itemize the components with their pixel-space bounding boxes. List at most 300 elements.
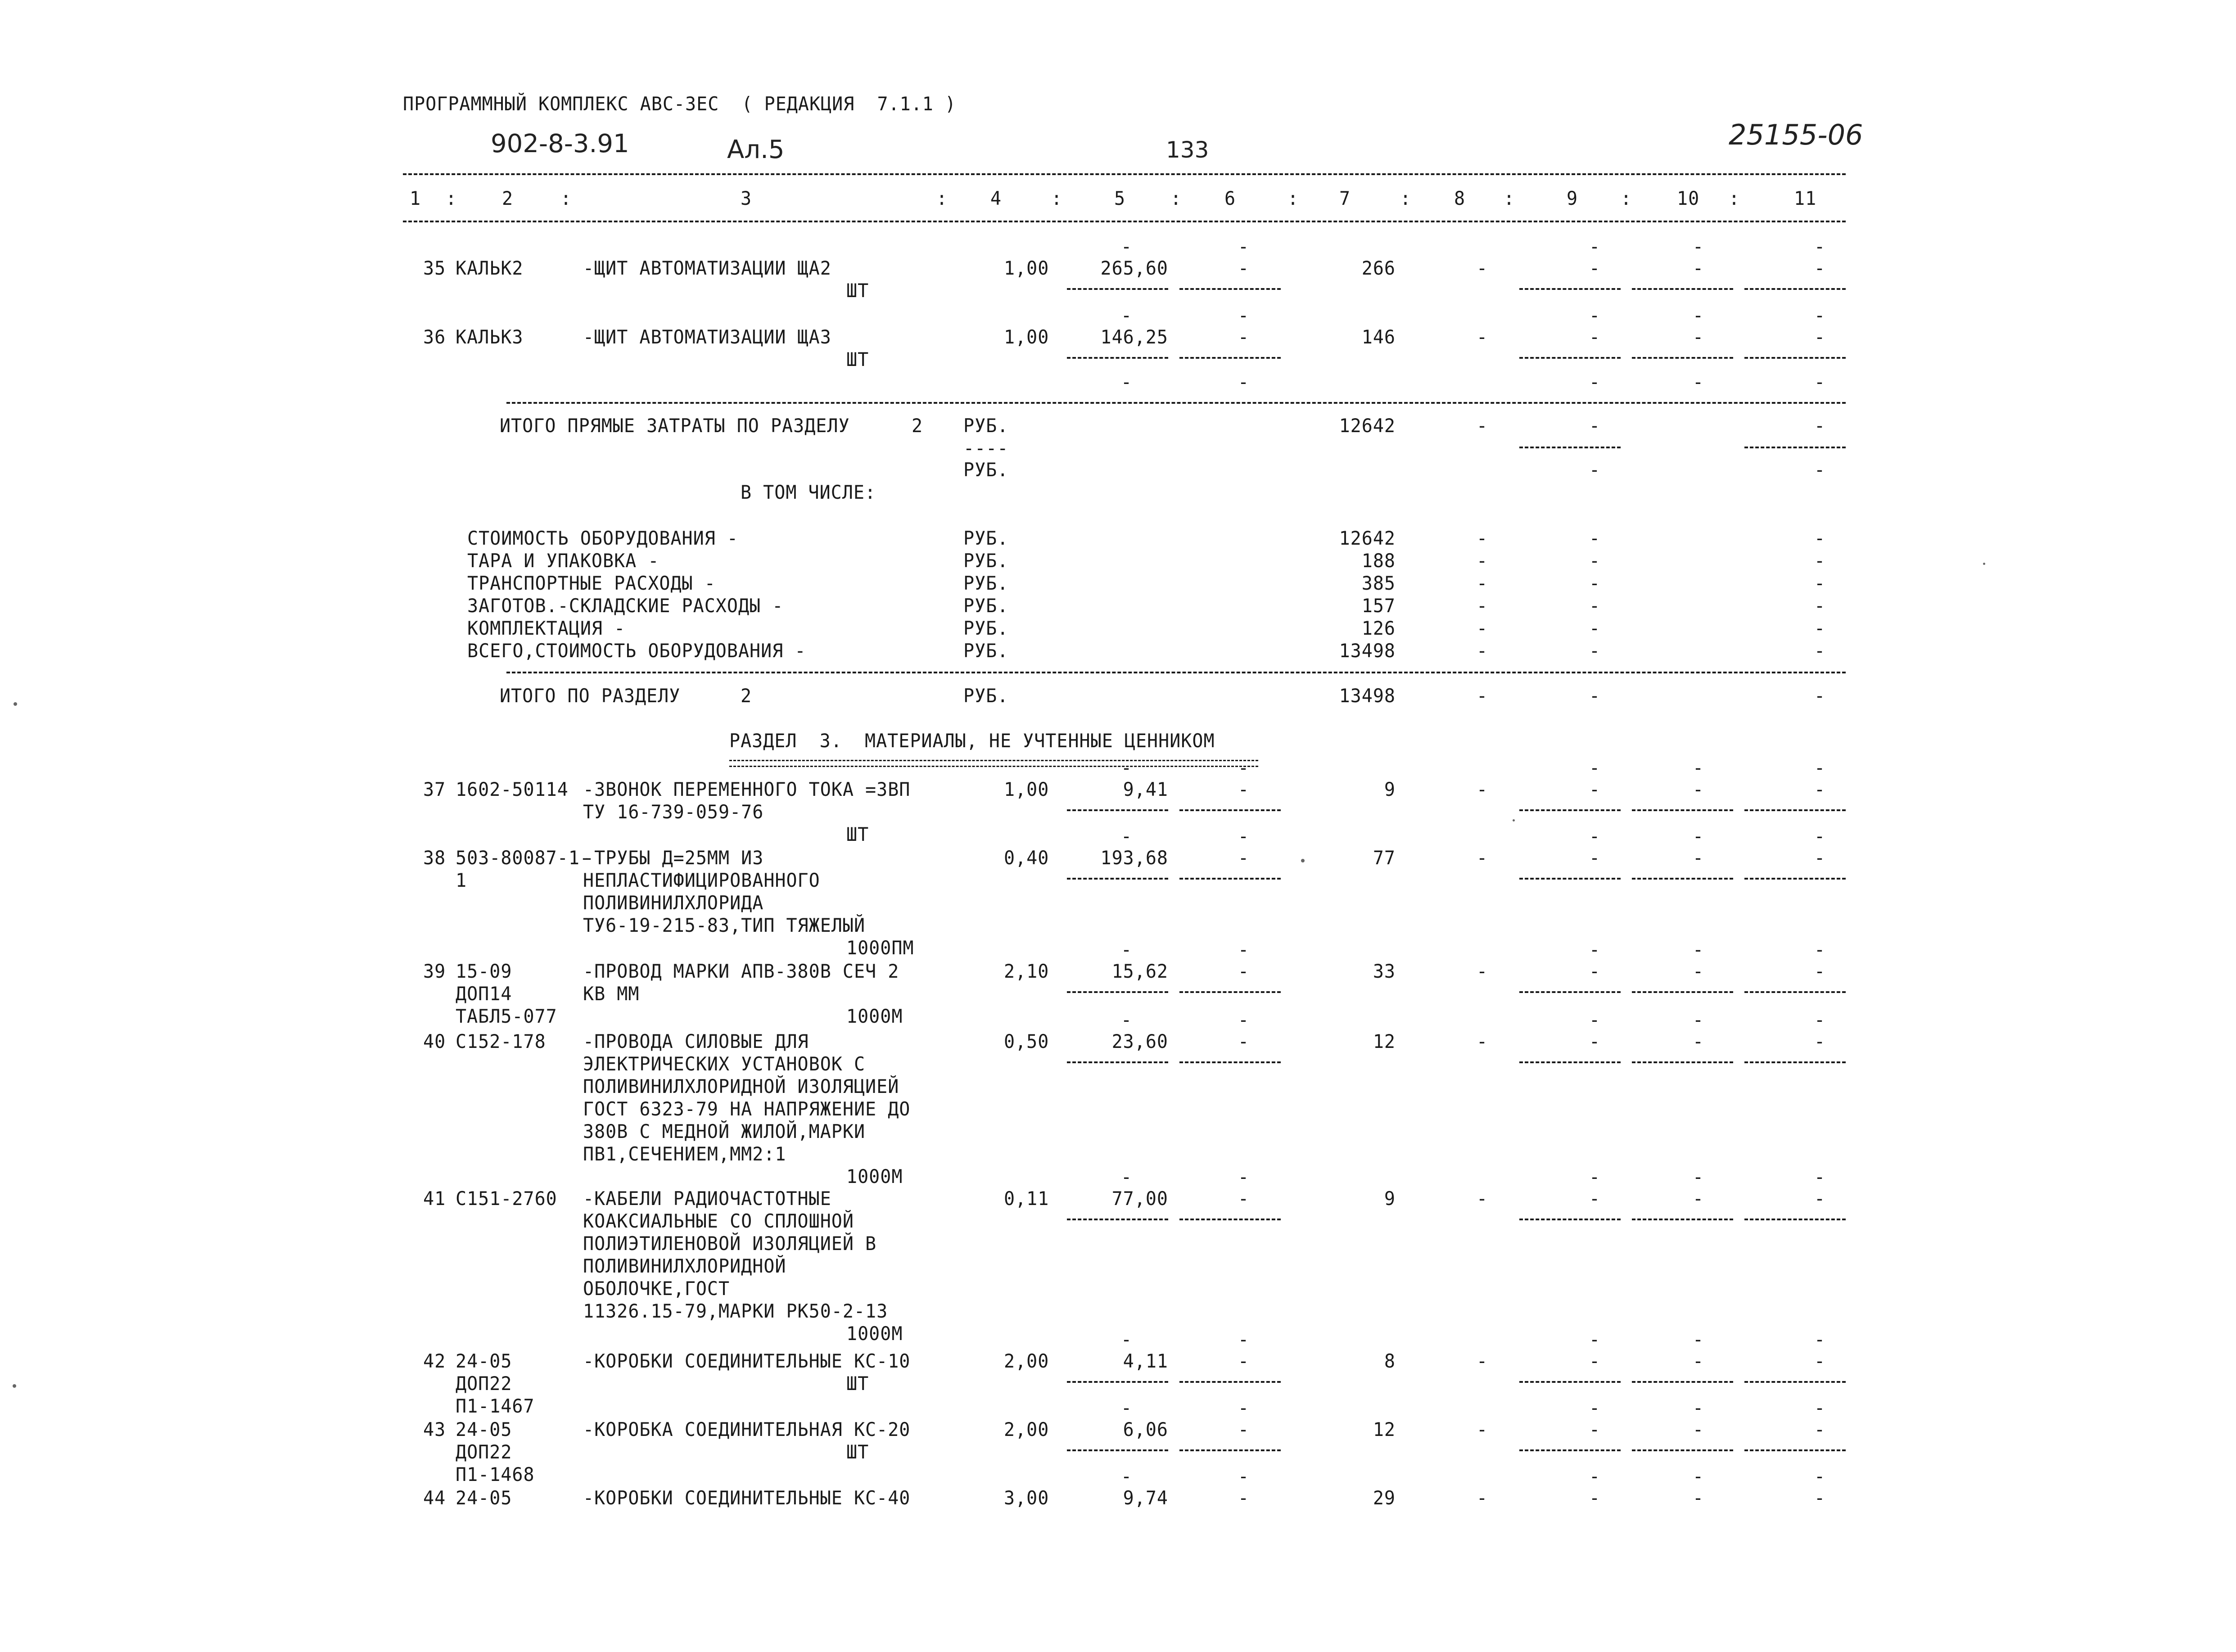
column-separator: :	[1287, 188, 1299, 210]
section2-total-label: ИТОГО ПРЯМЫЕ ЗАТРАТЫ ПО РАЗДЕЛУ	[500, 415, 850, 437]
breakdown-unit: РУБ.	[963, 640, 1009, 662]
section2-unit2-c9: -	[1589, 459, 1601, 481]
section2-total-section: 2	[912, 415, 923, 437]
row-col6: -	[1238, 257, 1250, 280]
section-total-value: 13498	[1339, 685, 1396, 707]
row-code: 1602-50114	[456, 779, 569, 801]
row-pre-dash-10: -	[1693, 1397, 1704, 1419]
row-pre-dash-11: -	[1814, 826, 1826, 848]
row-subrule-5	[1067, 809, 1168, 811]
row-code: П1-1467	[456, 1395, 535, 1417]
row-col11: -	[1814, 779, 1826, 801]
program-header: ПРОГРАММНЫЙ КОМПЛЕКС АВС-3ЕС ( РЕДАКЦИЯ 7.1.1 )	[403, 93, 957, 115]
row-price: 193,68	[1100, 847, 1168, 869]
row-col11: -	[1814, 1188, 1826, 1210]
row-col10: -	[1693, 1419, 1704, 1441]
row-col10: -	[1693, 326, 1704, 348]
row-description: 380В С МЕДНОЙ ЖИЛОЙ,МАРКИ	[583, 1121, 866, 1143]
row-col6: -	[1238, 1487, 1250, 1509]
breakdown-value: 12642	[1339, 528, 1396, 550]
row-pre-dash-6: -	[1238, 826, 1250, 848]
row-col10: -	[1693, 1188, 1704, 1210]
row-unit: 1000М	[846, 1323, 903, 1345]
row-description: -КАБЕЛИ РАДИОЧАСТОТНЫЕ	[583, 1188, 831, 1210]
row-pre-dash-6: -	[1238, 1329, 1250, 1351]
row-pre-dash-10: -	[1693, 939, 1704, 961]
row-subrule-9	[1519, 878, 1621, 880]
row-code: С151-2760	[456, 1188, 557, 1210]
scan-speck	[1983, 563, 1985, 565]
row-pre-dash-9: -	[1589, 1397, 1601, 1419]
row-number: 37	[423, 779, 446, 801]
row-quantity: 0,11	[1004, 1188, 1049, 1210]
breakdown-col11: -	[1814, 528, 1826, 550]
row-post-dash-10: -	[1693, 371, 1704, 393]
row-unit: ШТ	[846, 1441, 869, 1463]
row-col10: -	[1693, 1487, 1704, 1509]
breakdown-col9: -	[1589, 595, 1601, 617]
section2-total-c11: -	[1814, 415, 1826, 437]
row-code: ДОП22	[456, 1373, 512, 1395]
breakdown-unit: РУБ.	[963, 528, 1009, 550]
breakdown-col8: -	[1477, 528, 1488, 550]
column-separator: :	[1729, 188, 1740, 210]
row-col9: -	[1589, 326, 1601, 348]
header-rule-top	[403, 173, 1846, 175]
row-subrule-9	[1519, 809, 1621, 811]
row-pre-dash-11: -	[1814, 305, 1826, 327]
row-price: 4,11	[1123, 1350, 1168, 1372]
column-number: 1	[410, 188, 421, 210]
row-pre-dash-5: -	[1121, 826, 1133, 848]
column-separator: :	[1621, 188, 1632, 210]
row-pre-dash-5: -	[1121, 1466, 1133, 1488]
row-col9: -	[1589, 1350, 1601, 1372]
row-description: 11326.15-79,МАРКИ РК50-2-13	[583, 1300, 888, 1323]
row-unit: ШТ	[846, 824, 869, 846]
row-subrule-11	[1744, 357, 1846, 359]
row-pre-dash-10: -	[1693, 236, 1704, 258]
section-total-label: ИТОГО ПО РАЗДЕЛУ	[500, 685, 681, 707]
row-pre-dash-6: -	[1238, 1397, 1250, 1419]
row-col6: -	[1238, 847, 1250, 869]
row-pre-dash-6: -	[1238, 305, 1250, 327]
row-subrule-9	[1519, 1381, 1621, 1383]
row-code: ДОП22	[456, 1441, 512, 1463]
row-subrule-11	[1744, 1381, 1846, 1383]
breakdown-col9: -	[1589, 618, 1601, 640]
including-label: В ТОМ ЧИСЛЕ:	[741, 482, 876, 504]
row-pre-dash-10: -	[1693, 305, 1704, 327]
row-col8: -	[1477, 326, 1488, 348]
row-pre-dash-9: -	[1589, 1009, 1601, 1031]
row-total: 8	[1384, 1350, 1396, 1372]
row-code: КАЛЬК3	[456, 326, 524, 348]
row-col6: -	[1238, 1031, 1250, 1053]
row-total: 146	[1361, 326, 1396, 348]
row-col10: -	[1693, 1031, 1704, 1053]
row-pre-dash-11: -	[1814, 1329, 1826, 1351]
breakdown-col8: -	[1477, 550, 1488, 572]
row-pre-dash-9: -	[1589, 757, 1601, 779]
row-subrule-6	[1179, 1061, 1281, 1063]
row-subrule-10	[1632, 1219, 1733, 1220]
row-description: ПВ1,СЕЧЕНИЕМ,ММ2:1	[583, 1143, 786, 1165]
section2-total-unit: РУБ.	[963, 415, 1009, 437]
row-subrule-11	[1744, 809, 1846, 811]
column-separator: :	[560, 188, 572, 210]
row-subrule-6	[1179, 1219, 1281, 1220]
row-subrule-6	[1179, 1449, 1281, 1451]
row-subrule-6	[1179, 1381, 1281, 1383]
row-pre-dash-6: -	[1238, 1466, 1250, 1488]
row-description: -КОРОБКИ СОЕДИНИТЕЛЬНЫЕ КС-40	[583, 1487, 911, 1509]
column-number: 3	[741, 188, 752, 210]
row-col8: -	[1477, 847, 1488, 869]
row-pre-dash-9: -	[1589, 236, 1601, 258]
section2-subrule-11	[1744, 447, 1846, 448]
row-col6: -	[1238, 1350, 1250, 1372]
row-unit: ШТ	[846, 280, 869, 302]
scan-speck	[14, 702, 17, 706]
column-separator: :	[1170, 188, 1182, 210]
row-description: -ТРУБЫ Д=25ММ ИЗ	[583, 847, 764, 869]
row-price: 146,25	[1100, 326, 1168, 348]
row-subrule-6	[1179, 288, 1281, 290]
row-code: ТАБЛ5-077	[456, 1006, 557, 1028]
row-subrule-10	[1632, 878, 1733, 880]
row-subrule-9	[1519, 357, 1621, 359]
row-col9: -	[1589, 257, 1601, 280]
row-number: 42	[423, 1350, 446, 1372]
row-description: ПОЛИЭТИЛЕНОВОЙ ИЗОЛЯЦИЕЙ В	[583, 1233, 877, 1255]
section2-unit-dash: ----	[963, 438, 1009, 460]
row-pre-dash-10: -	[1693, 1009, 1704, 1031]
row-number: 41	[423, 1188, 446, 1210]
row-description: КВ ММ	[583, 983, 640, 1005]
row-price: 9,41	[1123, 779, 1168, 801]
row-total: 77	[1373, 847, 1396, 869]
row-subrule-11	[1744, 878, 1846, 880]
row-col11: -	[1814, 961, 1826, 983]
row-subrule-6	[1179, 357, 1281, 359]
row-code: 24-05	[456, 1419, 512, 1441]
row-total: 9	[1384, 779, 1396, 801]
row-col6: -	[1238, 961, 1250, 983]
row-pre-dash-9: -	[1589, 1166, 1601, 1188]
row-pre-dash-11: -	[1814, 1166, 1826, 1188]
row-subrule-9	[1519, 991, 1621, 993]
row-col11: -	[1814, 1487, 1826, 1509]
row-subrule-6	[1179, 878, 1281, 880]
row-code: 24-05	[456, 1487, 512, 1509]
row-pre-dash-6: -	[1238, 1166, 1250, 1188]
row-pre-dash-10: -	[1693, 826, 1704, 848]
row-subrule-9	[1519, 1061, 1621, 1063]
section-total-c11: -	[1814, 685, 1826, 707]
row-description: ПОЛИВИНИЛХЛОРИДА	[583, 892, 764, 914]
row-subrule-10	[1632, 357, 1733, 359]
breakdown-unit: РУБ.	[963, 618, 1009, 640]
column-number: 4	[990, 188, 1002, 210]
header-rule-bottom	[403, 221, 1846, 222]
row-subrule-11	[1744, 1061, 1846, 1063]
row-number: 40	[423, 1031, 446, 1053]
breakdown-unit: РУБ.	[963, 550, 1009, 572]
row-col8: -	[1477, 1487, 1488, 1509]
row-post-dash-11: -	[1814, 371, 1826, 393]
row-total: 12	[1373, 1419, 1396, 1441]
stamp-number: 25155-06	[1729, 118, 1863, 151]
row-code: П1-1468	[456, 1464, 535, 1486]
row-subrule-10	[1632, 1381, 1733, 1383]
column-separator: :	[446, 188, 457, 210]
row-total: 266	[1361, 257, 1396, 280]
breakdown-label: ЗАГОТОВ.-СКЛАДСКИЕ РАСХОДЫ -	[467, 595, 784, 617]
row-col10: -	[1693, 1350, 1704, 1372]
breakdown-col9: -	[1589, 550, 1601, 572]
row-code: 15-09	[456, 961, 512, 983]
row-description: -ЗВОНОК ПЕРЕМЕННОГО ТОКА =3ВП	[583, 779, 911, 801]
row-col8: -	[1477, 1350, 1488, 1372]
row-col8: -	[1477, 1419, 1488, 1441]
row-subrule-5	[1067, 991, 1168, 993]
row-subrule-5	[1067, 1061, 1168, 1063]
row-col9: -	[1589, 1031, 1601, 1053]
section2-subrule-9	[1519, 447, 1621, 448]
row-code: 503-80087-1-	[456, 847, 591, 869]
breakdown-value: 126	[1361, 618, 1396, 640]
column-separator: :	[1504, 188, 1515, 210]
column-number: 5	[1114, 188, 1126, 210]
row-pre-dash-5: -	[1121, 939, 1133, 961]
row-price: 9,74	[1123, 1487, 1168, 1509]
row-pre-dash-10: -	[1693, 1329, 1704, 1351]
column-number: 8	[1454, 188, 1466, 210]
row-description: -КОРОБКИ СОЕДИНИТЕЛЬНЫЕ КС-10	[583, 1350, 911, 1372]
row-post-dash-5: -	[1121, 371, 1133, 393]
row-unit: 1000ПМ	[846, 937, 914, 959]
breakdown-col9: -	[1589, 528, 1601, 550]
breakdown-col11: -	[1814, 640, 1826, 662]
row-total: 33	[1373, 961, 1396, 983]
breakdown-value: 188	[1361, 550, 1396, 572]
breakdown-label: ВСЕГО,СТОИМОСТЬ ОБОРУДОВАНИЯ -	[467, 640, 806, 662]
row-code: 1	[456, 870, 467, 892]
row-number: 43	[423, 1419, 446, 1441]
row-subrule-5	[1067, 878, 1168, 880]
row-price: 77,00	[1111, 1188, 1168, 1210]
row-pre-dash-6: -	[1238, 757, 1250, 779]
breakdown-col8: -	[1477, 595, 1488, 617]
row-description: ТУ6-19-215-83,ТИП ТЯЖЕЛЫЙ	[583, 915, 866, 937]
breakdown-unit: РУБ.	[963, 595, 1009, 617]
row-subrule-11	[1744, 288, 1846, 290]
row-pre-dash-10: -	[1693, 1466, 1704, 1488]
row-col8: -	[1477, 1188, 1488, 1210]
row-col6: -	[1238, 326, 1250, 348]
column-separator: :	[936, 188, 948, 210]
page-number: 133	[1166, 137, 1209, 163]
row-subrule-5	[1067, 357, 1168, 359]
row-description: ОБОЛОЧКЕ,ГОСТ	[583, 1278, 730, 1300]
row-number: 39	[423, 961, 446, 983]
row-price: 265,60	[1100, 257, 1168, 280]
row-col10: -	[1693, 779, 1704, 801]
row-pre-dash-5: -	[1121, 1009, 1133, 1031]
row-total: 9	[1384, 1188, 1396, 1210]
row-col9: -	[1589, 1487, 1601, 1509]
breakdown-col11: -	[1814, 573, 1826, 595]
row-pre-dash-10: -	[1693, 1166, 1704, 1188]
breakdown-value: 13498	[1339, 640, 1396, 662]
row-pre-dash-6: -	[1238, 1009, 1250, 1031]
row-subrule-6	[1179, 991, 1281, 993]
row-pre-dash-6: -	[1238, 939, 1250, 961]
row-quantity: 0,50	[1004, 1031, 1049, 1053]
column-number: 2	[502, 188, 514, 210]
row-col6: -	[1238, 1419, 1250, 1441]
section2-total-c8: -	[1477, 415, 1488, 437]
row-pre-dash-11: -	[1814, 236, 1826, 258]
breakdown-col11: -	[1814, 550, 1826, 572]
scan-speck	[13, 1384, 16, 1388]
row-subrule-11	[1744, 1449, 1846, 1451]
album-number: Ал.5	[727, 135, 785, 164]
row-number: 38	[423, 847, 446, 869]
section2-unit2: РУБ.	[963, 459, 1009, 481]
row-pre-dash-5: -	[1121, 305, 1133, 327]
breakdown-col9: -	[1589, 573, 1601, 595]
row-subrule-5	[1067, 288, 1168, 290]
breakdown-value: 385	[1361, 573, 1396, 595]
row-subrule-6	[1179, 809, 1281, 811]
row-price: 23,60	[1111, 1031, 1168, 1053]
row-unit: ШТ	[846, 349, 869, 371]
doc-number: 902-8-3.91	[491, 129, 629, 158]
breakdown-col9: -	[1589, 640, 1601, 662]
row-description: -КОРОБКА СОЕДИНИТЕЛЬНАЯ КС-20	[583, 1419, 911, 1441]
row-description: ГОСТ 6323-79 НА НАПРЯЖЕНИЕ ДО	[583, 1098, 911, 1120]
row-quantity: 2,00	[1004, 1350, 1049, 1372]
row-subrule-10	[1632, 809, 1733, 811]
row-unit: ШТ	[846, 1373, 869, 1395]
row-col11: -	[1814, 326, 1826, 348]
column-number: 11	[1794, 188, 1817, 210]
breakdown-label: ТРАНСПОРТНЫЕ РАСХОДЫ -	[467, 573, 716, 595]
row-subrule-10	[1632, 1061, 1733, 1063]
row-total: 29	[1373, 1487, 1396, 1509]
row-pre-dash-10: -	[1693, 757, 1704, 779]
row-number: 44	[423, 1487, 446, 1509]
row-quantity: 1,00	[1004, 779, 1049, 801]
row-description: -ПРОВОДА СИЛОВЫЕ ДЛЯ	[583, 1031, 809, 1053]
row-col10: -	[1693, 847, 1704, 869]
row-subrule-10	[1632, 991, 1733, 993]
row-col11: -	[1814, 1031, 1826, 1053]
column-separator: :	[1400, 188, 1412, 210]
section-total-c8: -	[1477, 685, 1488, 707]
row-quantity: 0,40	[1004, 847, 1049, 869]
row-quantity: 1,00	[1004, 326, 1049, 348]
breakdown-col11: -	[1814, 618, 1826, 640]
row-pre-dash-5: -	[1121, 1397, 1133, 1419]
row-description: ПОЛИВИНИЛХЛОРИДНОЙ ИЗОЛЯЦИЕЙ	[583, 1076, 899, 1098]
row-code: ДОП14	[456, 983, 512, 1005]
row-subrule-10	[1632, 1449, 1733, 1451]
column-separator: :	[1051, 188, 1063, 210]
section2-total-value: 12642	[1339, 415, 1396, 437]
scan-speck	[1513, 819, 1515, 821]
column-number: 6	[1224, 188, 1236, 210]
row-col11: -	[1814, 847, 1826, 869]
breakdown-unit: РУБ.	[963, 573, 1009, 595]
row-pre-dash-11: -	[1814, 757, 1826, 779]
row-unit: 1000М	[846, 1166, 903, 1188]
row-col10: -	[1693, 961, 1704, 983]
row-total: 12	[1373, 1031, 1396, 1053]
row-pre-dash-9: -	[1589, 939, 1601, 961]
row-pre-dash-5: -	[1121, 1166, 1133, 1188]
breakdown-label: ТАРА И УПАКОВКА -	[467, 550, 660, 572]
row-col9: -	[1589, 1188, 1601, 1210]
breakdown-col8: -	[1477, 640, 1488, 662]
row-col10: -	[1693, 257, 1704, 280]
column-number: 9	[1567, 188, 1578, 210]
row-pre-dash-11: -	[1814, 1397, 1826, 1419]
row-subrule-9	[1519, 1449, 1621, 1451]
row-description: НЕПЛАСТИФИЦИРОВАННОГО	[583, 870, 820, 892]
row-subrule-5	[1067, 1381, 1168, 1383]
row-subrule-9	[1519, 288, 1621, 290]
row-col8: -	[1477, 1031, 1488, 1053]
row-col9: -	[1589, 779, 1601, 801]
row-col6: -	[1238, 1188, 1250, 1210]
row-code: С152-178	[456, 1031, 546, 1053]
breakdown-rule	[506, 672, 1846, 673]
row-subrule-5	[1067, 1219, 1168, 1220]
column-number: 7	[1339, 188, 1351, 210]
scan-speck	[1301, 859, 1305, 862]
row-col11: -	[1814, 257, 1826, 280]
row-quantity: 2,00	[1004, 1419, 1049, 1441]
row-col8: -	[1477, 779, 1488, 801]
breakdown-label: СТОИМОСТЬ ОБОРУДОВАНИЯ -	[467, 528, 738, 550]
row-pre-dash-5: -	[1121, 1329, 1133, 1351]
row-post-dash-9: -	[1589, 371, 1601, 393]
row-col8: -	[1477, 257, 1488, 280]
row-number: 35	[423, 257, 446, 280]
breakdown-col8: -	[1477, 573, 1488, 595]
section3-underline	[729, 760, 1258, 767]
row-pre-dash-9: -	[1589, 1329, 1601, 1351]
row-description: -ПРОВОД МАРКИ АПВ-380В СЕЧ 2	[583, 961, 899, 983]
breakdown-label: КОМПЛЕКТАЦИЯ -	[467, 618, 626, 640]
column-number: 10	[1677, 188, 1700, 210]
row-quantity: 2,10	[1004, 961, 1049, 983]
section2-unit2-c11: -	[1814, 459, 1826, 481]
row-post-dash-6: -	[1238, 371, 1250, 393]
breakdown-col8: -	[1477, 618, 1488, 640]
row-description: ПОЛИВИНИЛХЛОРИДНОЙ	[583, 1255, 786, 1277]
row-description: -ЩИТ АВТОМАТИЗАЦИИ ЩА2	[583, 257, 831, 280]
row-pre-dash-9: -	[1589, 1466, 1601, 1488]
row-pre-dash-9: -	[1589, 305, 1601, 327]
row-quantity: 1,00	[1004, 257, 1049, 280]
section-total-c9: -	[1589, 685, 1601, 707]
row-code: КАЛЬК2	[456, 257, 524, 280]
row-pre-dash-11: -	[1814, 1466, 1826, 1488]
